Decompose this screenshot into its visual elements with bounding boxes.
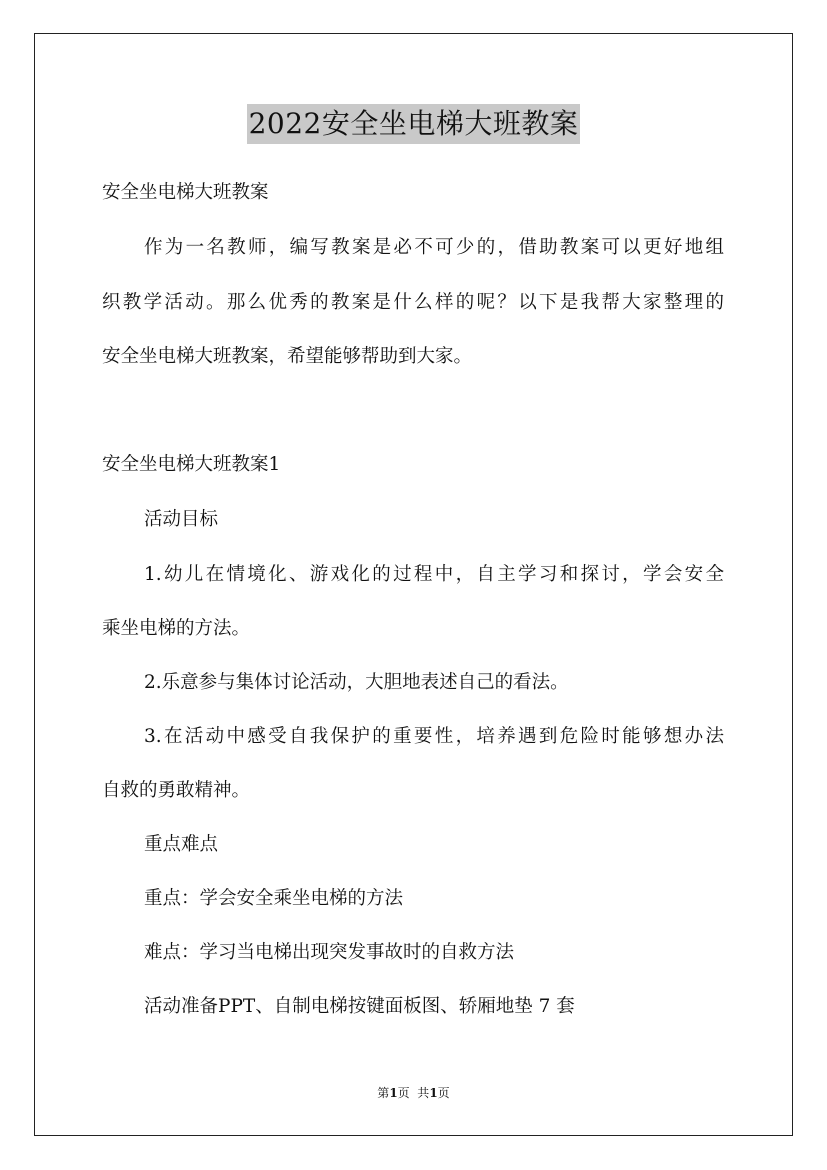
goal-3-line-2: 自救的勇敢精神。 xyxy=(102,780,251,801)
footer-page-prefix: 第 xyxy=(377,1086,390,1100)
lesson-heading: 安全坐电梯大班教案1 xyxy=(102,454,281,475)
footer-page-total: 1 xyxy=(429,1086,438,1100)
footer-page-number: 1 xyxy=(389,1086,398,1100)
goal-1-line-1: 1.幼儿在情境化、游戏化的过程中，自主学习和探讨，学会安全 xyxy=(144,564,724,585)
difficult-point: 难点：学习当电梯出现突发事故时的自救方法 xyxy=(144,942,515,963)
intro-line-3: 安全坐电梯大班教案，希望能够帮助到大家。 xyxy=(102,346,473,367)
page-footer xyxy=(0,1084,827,1101)
section-heading: 安全坐电梯大班教案 xyxy=(102,182,269,203)
title-container xyxy=(0,104,827,144)
footer-page-suffix: 页 xyxy=(437,1086,450,1100)
goal-3-line-1: 3.在活动中感受自我保护的重要性，培养遇到危险时能够想办法 xyxy=(144,726,724,747)
footer-page-mid: 页 共 xyxy=(397,1086,430,1100)
activity-preparation: 活动准备PPT、自制电梯按键面板图、轿厢地垫 7 套 xyxy=(144,996,575,1017)
intro-line-1: 作为一名教师，编写教案是必不可少的，借助教案可以更好地组 xyxy=(144,237,724,258)
goal-2: 2.乐意参与集体讨论活动，大胆地表述自己的看法。 xyxy=(144,672,569,693)
document-title: 2022安全坐电梯大班教案 xyxy=(247,104,581,144)
key-points-heading: 重点难点 xyxy=(144,834,219,855)
activity-goals-heading: 活动目标 xyxy=(144,509,219,530)
key-point: 重点：学会安全乘坐电梯的方法 xyxy=(144,888,404,909)
goal-1-line-2: 乘坐电梯的方法。 xyxy=(102,618,251,639)
intro-line-2: 织教学活动。那么优秀的教案是什么样的呢？以下是我帮大家整理的 xyxy=(102,292,724,313)
